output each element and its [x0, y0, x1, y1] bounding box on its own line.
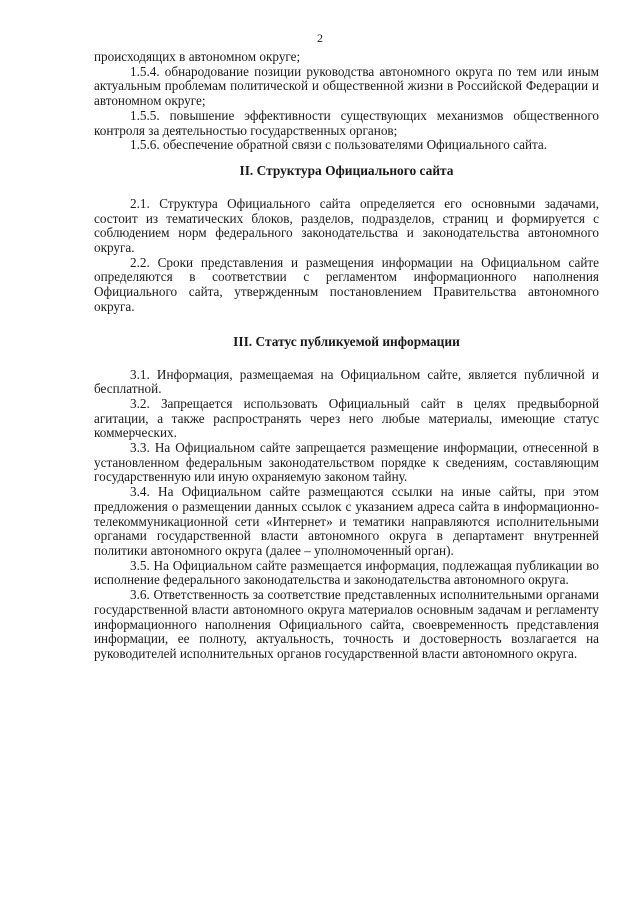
paragraph-3-2: 3.2. Запрещается использовать Официальный сайт в целях предвыборной агитации, а также распространять через него любые материалы, имеющие статус коммерческих. — [94, 395, 599, 441]
paragraph-1-5-6: 1.5.6. обеспечение обратной связи с пользователями Официального сайта. — [130, 137, 548, 153]
paragraph-1-5-4: 1.5.4. обнародование позиции руководства автономного округа по тем или иным актуальным проблемам политической и общественной жизни в Российской Федерации и автономном округе; — [94, 63, 599, 109]
paragraph-3-6: 3.6. Ответственность за соответствие представленных исполнительными органами государственной власти автономного округа материалов основным задачам и регламенту информационного наполнения Официального сайта, своевременность представления информации, ее полноту, актуальность, точность и достоверность возлагается на руководителей исполнительных органов государственной власти автономного округа. — [94, 587, 599, 661]
paragraph-1-5-5: 1.5.5. повышение эффективности существующих механизмов общественного контроля за деятельностью государственных органов; — [94, 107, 599, 138]
section-2-heading: II. Структура Официального сайта — [239, 162, 454, 178]
section-3-heading: III. Статус публикуемой информации — [233, 333, 460, 349]
paragraph-continuation: происходящих в автономном округе; — [94, 49, 301, 64]
page-number: 2 — [317, 31, 323, 45]
paragraph-2-1: 2.1. Структура Официального сайта определяется его основными задачами, состоит из тематических блоков, разделов, подразделов, страниц и формируется с соблюдением норм федерального законодательства и законодательства автономного округа. — [94, 195, 599, 256]
paragraph-3-3: 3.3. На Официальном сайте запрещается размещение информации, отнесенной в установленном федеральным законодательством порядке к сведениям, составляющим государственную или иную охраняемую законом тайну. — [94, 440, 599, 485]
paragraph-2-2: 2.2. Сроки представления и размещения информации на Официальном сайте определяются в соответствии с регламентом информационного наполнения Официального сайта, утвержденным постановлением Правительства автономного округа. — [94, 254, 599, 314]
paragraph-3-1: 3.1. Информация, размещаемая на Официальном сайте, является публичной и бесплатной. — [94, 366, 599, 397]
paragraph-3-4: 3.4. На Официальном сайте размещаются ссылки на иные сайты, при этом предложения о размещении данных ссылок с указанием адреса сайта в информационно-телекоммуникационной сети «Интернет» и тематики направляются исполнительными органами государственной власти автономного округа в департамент внутренней политики автономного округа (далее – уполномоченный орган). — [94, 484, 599, 558]
document-body — [94, 50, 599, 662]
paragraph-3-5: 3.5. На Официальном сайте размещается информация, подлежащая публикации во исполнение федерального законодательства и законодательства автономного округа. — [94, 557, 599, 588]
